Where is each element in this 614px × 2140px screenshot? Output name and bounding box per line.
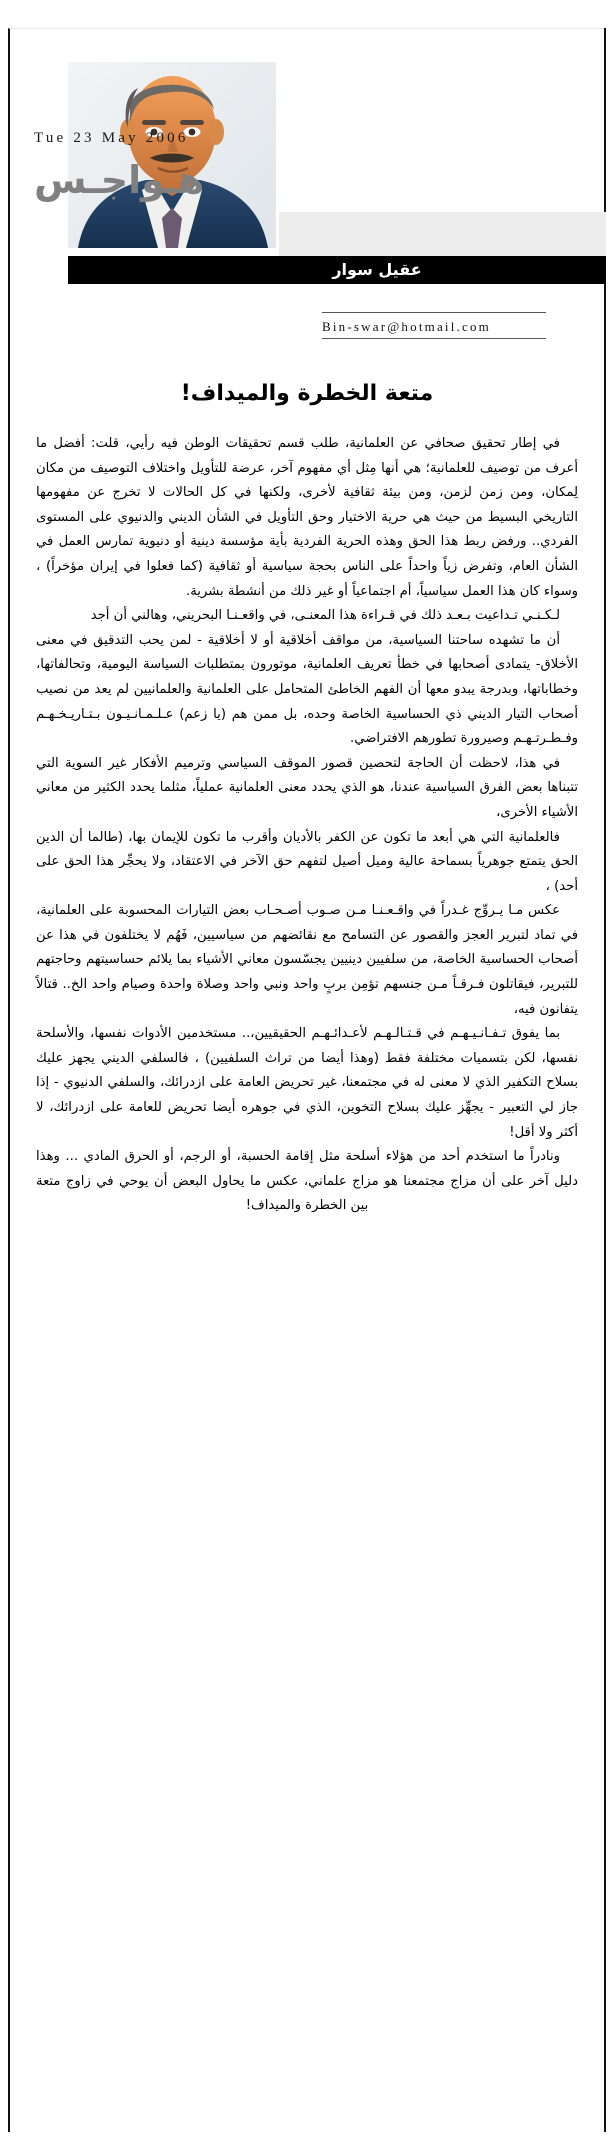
column-logo	[34, 158, 546, 202]
article-paragraph: عكس مـا يـروِّج غـدراً في واقـعـنـا مـن صـوب أصـحـاب بعض التيارات المحسوبة على العلمانية، في تماد لتبرير العجز والقصور عن التسامح مع نقائضهم من سياسيين، فَهُم لا يختلفون في هذا عن أصحاب الحساسية الخاصة، من سلفيين دينيين يجسّسون معاني الأشياء بما يلائم حساسيتهم وحاجتهم للتبرير، فيقاتلون فـرقـاً مـن جنسهم تؤمِن بربٍ واحد ونبي واحد وصلاة واحدة وصيام واحد الخ.. قتالاً يتفانون فيه،	[36, 903, 578, 1017]
page-content	[0, 30, 614, 1219]
article-paragraph: بما يفوق تـفـانـيـهـم في قـتـالـهـم لأعـدائـهـم الحقيقيين،.. مستخدمين الأدوات نفسها، والأسلحة نفسها، لكن بتسميات مختلفة فقط (وهذا أيضا من تراث السلفيين) ، فالسلفي الديني يجهز عليك بسلاح التكفير الذي لا معنى له في مجتمعنا، غير تحريض العامة على ازدرائك، والسلفي الدنيوي - إذا جاز لي التعبير - يجهِّز عليك بسلاح التخوين، الذي في جوهره أيضا تحريض للعامة على ازدرائك، لا أكثر ولا أقل!	[36, 1026, 578, 1140]
article-paragraph: في هذا، لاحظت أن الحاجة لتحصين قصور الموقف السياسي وترميم الأفكار غير السوية التي تتبناها بعض الفرق السياسية عندنا، هو الذي يحدد معنى العلمانية عملياً، مثلما يحدد الكثير من معاني الأشياء الأخرى،	[36, 755, 578, 820]
masthead-grey-band	[279, 212, 606, 256]
author-email-block[interactable]	[322, 312, 546, 339]
article-body	[34, 432, 580, 1219]
article-title	[34, 381, 580, 406]
article-paragraph: لـكـنـي تـداعيت بـعـد ذلك في قـراءة هذا المعنـى، في واقعـنـا البحريني، وهالني أن أجد	[90, 608, 560, 624]
column-logo-text: هـواجـس	[34, 158, 205, 202]
publication-date: Tue 23 May 2006	[34, 130, 189, 146]
portrait-image	[68, 62, 276, 248]
article-paragraph: ونادراً ما استخدم أحد من هؤلاء أسلحة مثل إقامة الحسبة، أو الرجم، أو الحرق المادي ... وهذا دليل آخر على أن مزاج مجتمعنا هو مزاج علماني، عكس ما يحاول البعض أن يوحي في زاوج متعة بين الخطرة والميداف!	[36, 1149, 578, 1214]
author-portrait	[68, 62, 276, 248]
article-title-text: متعة الخطرة والميداف!	[180, 381, 434, 406]
article-paragraph: أن ما تشهده ساحتنا السياسية، من مواقف أخلاقية أو لا أخلاقية - لمن يحب التدقيق في معنى الأخلاق- يتمادى أصحابها في خطأ تعريف العلمانية، موتورون بمتطلبات السياسة اليومية، وتحالفاتها، وخطاباتها، وبدرجة يبدو معها أن الفهم الخاطئ المتحامل على العلمانية والعلمانيين لم يعد من نصيب أصحاب التيار الديني ذي الحساسية الخاصة وحده، بل ممن هم (يا زعم) عـلـمـانـيـون بـتـاريـخـهـم وفـطـرتـهـم وصيرورة تطورهم الافتراضي.	[36, 632, 578, 747]
article-paragraph: فالعلمانية التي هي أبعد ما تكون عن الكفر بالأديان وأقرب ما تكون للإيمان بها، (طالما أن الدين الحق يتمتع جوهرياً بسماحة عالية وميل أصيل لتفهم حق الآخر في الاعتقاد، ولا يحجِّر هذا الحق على أحد) ،	[36, 829, 578, 894]
author-email[interactable]: Bin-swar@hotmail.com	[322, 319, 491, 334]
author-name: عقيل سوار	[332, 260, 422, 279]
masthead	[34, 30, 580, 282]
article-paragraph: في إطار تحقيق صحافي عن العلمانية، طلب قسم تحقيقات الوطن فيه رأيي، قلت: أفضل ما أعرف من توصيف للعلمانية؛ هي أنها مِثل أي مفهوم آخر، عرضة للتأويل واختلاف التوصيف من مكان لِمكان، ومن زمن لزمن، ومن بيئة ثقافية لأخرى، ولكنها في كل الحالات لا تخرج عن مفهومها التاريخي البسيط من حيث هي حرية الاختيار وحق التأويل في الشأن الديني والدنيوي على المستوى الفردي.. ورفض ربط هذا الحق وهذه الحرية الفردية بأية مؤسسة دينية أو دنيوية تمارس العمل في الشأن العام، وتفرض زياً واحداً على الناس بحجة سياسية أو ثقافية (كما فعلوا في إيران مؤخراً) ، وسواء كان هذا العمل سياسياً، أم اجتماعياً أو غير ذلك من أنشطة بشرية.	[36, 436, 578, 599]
author-name-bar	[68, 256, 606, 284]
